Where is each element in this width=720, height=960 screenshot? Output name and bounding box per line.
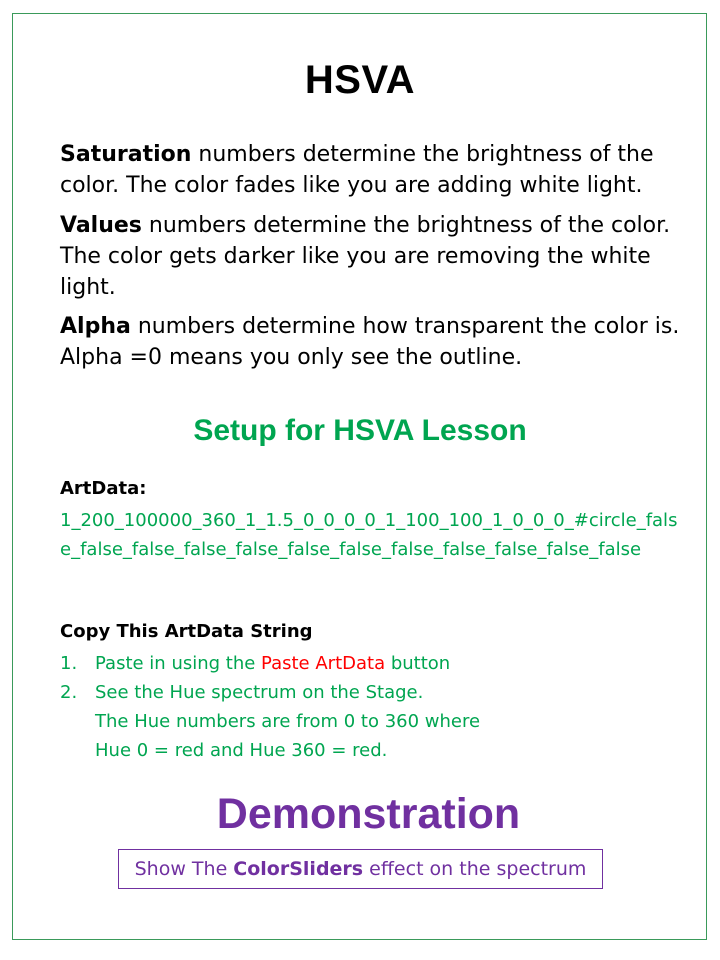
setup-heading: Setup for HSVA Lesson — [193, 414, 527, 447]
step-2 — [60, 678, 680, 765]
step-2-line-1: See the Hue spectrum on the Stage. — [95, 682, 424, 703]
artdata-label: ArtData: — [60, 478, 147, 499]
step-2-line-2: The Hue numbers are from 0 to 360 where — [95, 711, 481, 732]
alpha-paragraph — [60, 311, 680, 373]
colorsliders-term: ColorSliders — [233, 858, 364, 880]
values-text: numbers determine the brightness of the color. The color gets darker like you are removing the white light. — [60, 213, 671, 300]
step-2-number: 2. — [60, 682, 78, 703]
step-1 — [60, 649, 680, 678]
artdata-string[interactable]: 1_200_100000_360_1_1.5_0_0_0_0_1_100_100_1_0_0_0_#circle_false_false_false_false_false_false_false_false_false_false_false_false — [60, 510, 678, 560]
saturation-term: Saturation — [60, 142, 192, 167]
saturation-text: numbers determine the brightness of the color. The color fades like you are adding white light. — [60, 142, 654, 198]
step-1-text-after: button — [385, 653, 451, 674]
demo-text-before: Show The — [134, 858, 234, 880]
step-1-number: 1. — [60, 653, 78, 674]
demo-text-after: effect on the spectrum — [363, 858, 587, 880]
alpha-term: Alpha — [60, 314, 131, 339]
copy-heading: Copy This ArtData String — [60, 621, 313, 642]
paste-artdata-label: Paste ArtData — [261, 653, 386, 674]
alpha-text: numbers determine how transparent the color is. Alpha =0 means you only see the outline. — [60, 314, 680, 370]
demonstration-box[interactable] — [118, 849, 603, 889]
steps-list — [60, 649, 680, 765]
step-2-line-3: Hue 0 = red and Hue 360 = red. — [95, 740, 388, 761]
saturation-paragraph — [60, 139, 680, 201]
values-term: Values — [60, 213, 142, 238]
demonstration-heading: Demonstration — [216, 790, 521, 838]
page-title: HSVA — [304, 58, 416, 102]
values-paragraph — [60, 210, 680, 303]
step-1-text-before: Paste in using the — [95, 653, 262, 674]
